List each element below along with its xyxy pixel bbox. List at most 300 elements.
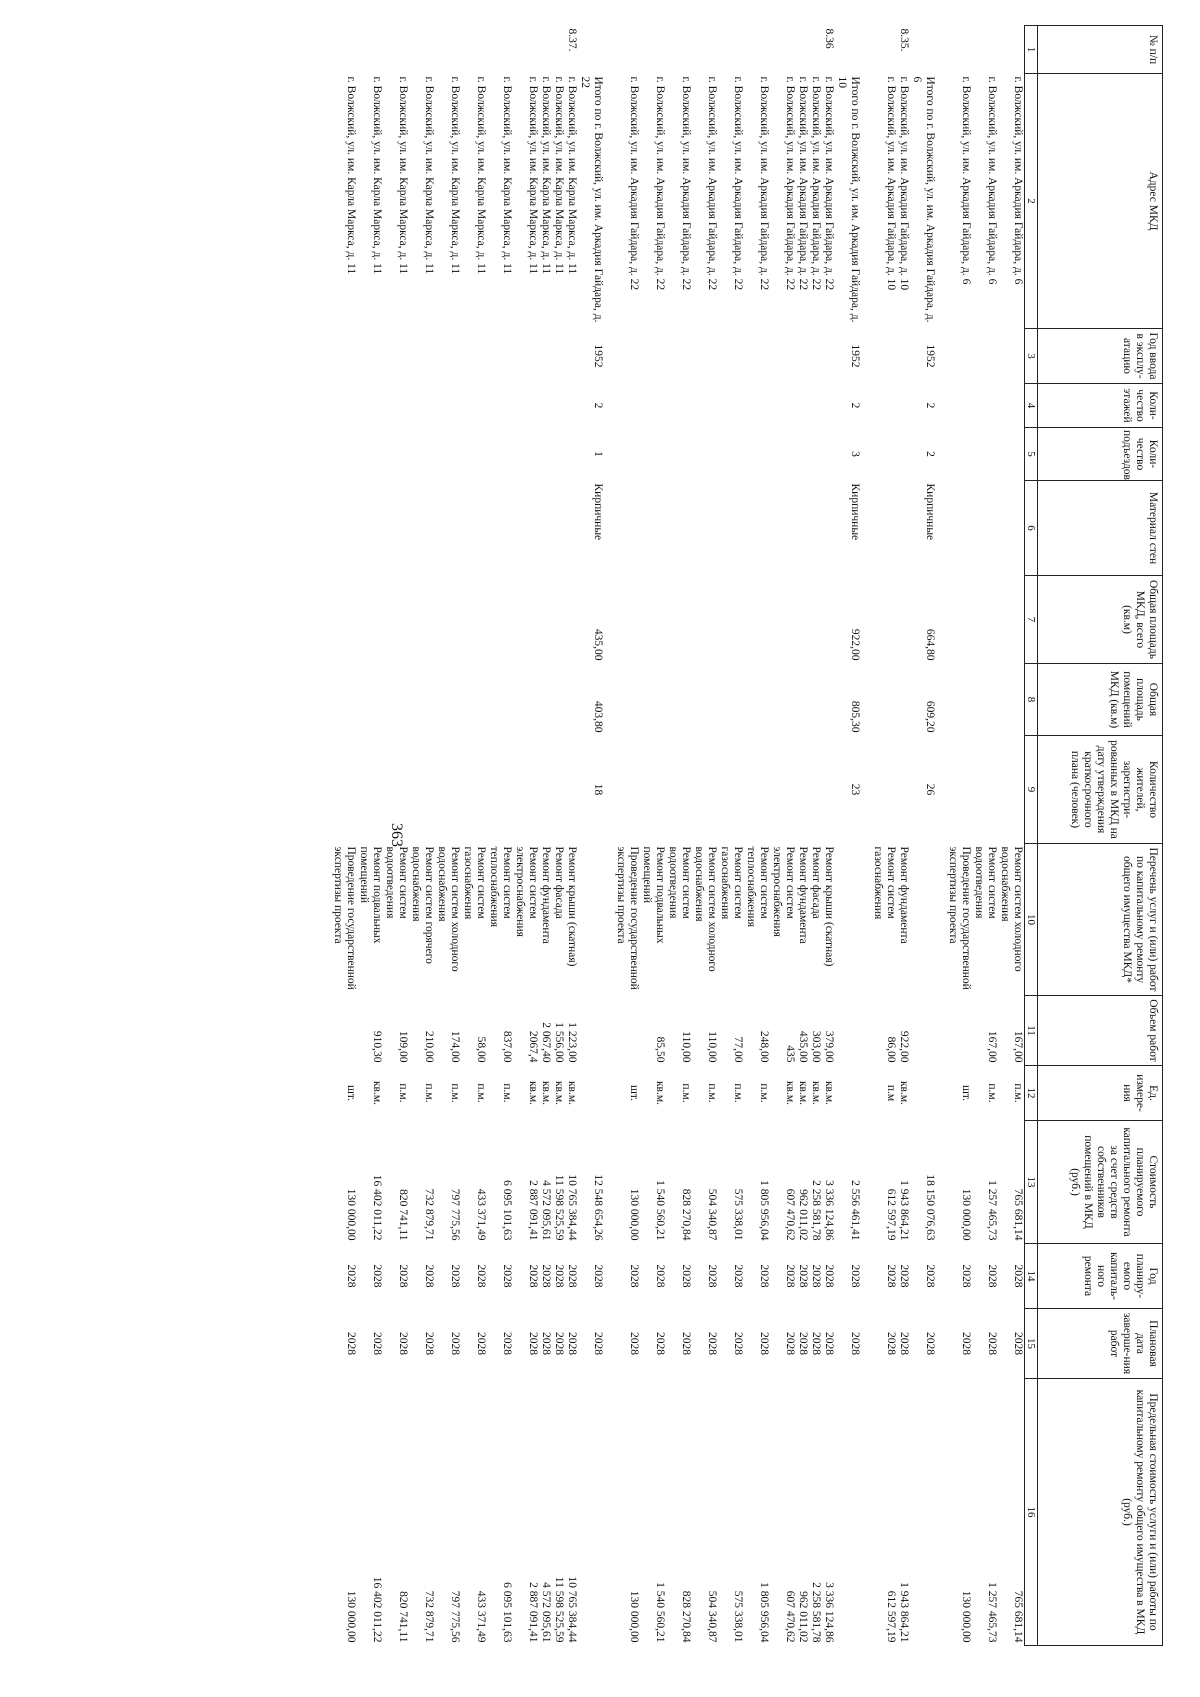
premises-area-cell bbox=[357, 664, 383, 736]
work-type-cell: Проведение государственной экспертизы проекта bbox=[332, 846, 357, 990]
entrances-cell: 1 bbox=[592, 451, 604, 457]
year-built-cell bbox=[614, 329, 640, 384]
cost-cell: 3 336 124,86 bbox=[823, 1180, 835, 1241]
premises-area-cell bbox=[565, 664, 578, 736]
total-area-cell bbox=[744, 576, 770, 664]
floors-cell bbox=[972, 384, 998, 428]
total-area-cell bbox=[614, 576, 640, 664]
volume-cell bbox=[910, 996, 946, 1066]
max-cost-cell: 10 765 384,44 bbox=[566, 1576, 578, 1643]
work-type-cell: Ремонт систем электроснабжения bbox=[514, 846, 539, 937]
premises-area-cell bbox=[718, 664, 744, 736]
total-area-cell bbox=[998, 576, 1025, 664]
residents-cell: 26 bbox=[924, 783, 936, 796]
address-cell: Итого по г. Волжский, ул. им. Аркадия Гайдара, д. 10 bbox=[836, 76, 861, 323]
work-type-cell: Ремонт систем холодного водоснабжения bbox=[999, 846, 1024, 972]
residents-cell bbox=[539, 736, 552, 844]
plan-year-cell: 2028 bbox=[706, 1264, 718, 1288]
work-type-cell: Ремонт систем теплоснабжения bbox=[488, 846, 513, 927]
year-built-cell bbox=[946, 329, 972, 384]
table-row bbox=[552, 26, 565, 1646]
residents-cell bbox=[513, 736, 539, 844]
plan-year-cell: 2028 bbox=[449, 1264, 461, 1288]
max-cost-cell: 1 943 864,21 bbox=[898, 1582, 910, 1643]
premises-area-cell: 403,80 bbox=[592, 700, 604, 733]
total-area-cell bbox=[946, 576, 972, 664]
residents-cell bbox=[770, 736, 796, 844]
column-number: 7 bbox=[1025, 576, 1038, 664]
unit-cell: кв.м. bbox=[784, 1080, 796, 1106]
plan-year-cell: 2028 bbox=[397, 1264, 409, 1288]
total-area-cell bbox=[552, 576, 565, 664]
column-header: Год планиру-емого капиталь-ного ремонта bbox=[1038, 1244, 1163, 1309]
column-number: 3 bbox=[1025, 329, 1038, 384]
floors-cell bbox=[998, 384, 1025, 428]
floors-cell bbox=[718, 384, 744, 428]
max-cost-cell: 1 257 465,73 bbox=[986, 1582, 998, 1643]
work-type-cell: Ремонт систем теплоснабжения bbox=[745, 846, 770, 927]
year-built-cell bbox=[539, 329, 552, 384]
volume-cell bbox=[578, 996, 614, 1066]
work-type-cell: Ремонт крыши (скатная) bbox=[566, 846, 578, 967]
max-cost-cell: 433 371,49 bbox=[475, 1590, 487, 1643]
unit-cell: п.м. bbox=[758, 1083, 770, 1103]
column-header: Материал стен bbox=[1038, 481, 1163, 576]
wall-material-cell bbox=[539, 481, 552, 576]
residents-cell bbox=[461, 736, 487, 844]
work-type-cell: Ремонт систем электроснабжения bbox=[771, 846, 796, 937]
max-cost-cell: 11 598 525,59 bbox=[553, 1576, 565, 1643]
row-number bbox=[946, 26, 972, 74]
work-type-cell: Ремонт систем газоснабжения bbox=[872, 846, 897, 920]
end-date-cell: 2028 bbox=[986, 1332, 998, 1355]
column-header: Предельная стоимость услуги и (или) работы по капитальному ремонту общего имущества в МКД (руб.) bbox=[1038, 1379, 1163, 1646]
plan-year-cell: 2028 bbox=[371, 1264, 383, 1288]
work-type-cell: Ремонт фундамента bbox=[898, 846, 910, 944]
total-row bbox=[835, 26, 871, 1646]
unit-cell: п.м. bbox=[986, 1083, 998, 1103]
floors-cell: 2 bbox=[924, 402, 936, 409]
row-number bbox=[718, 26, 744, 74]
premises-area-cell bbox=[331, 664, 357, 736]
address-cell: г. Волжский, ул. им. Аркадия Гайдара, д. 22 bbox=[797, 76, 809, 291]
wall-material-cell bbox=[809, 481, 822, 576]
residents-cell bbox=[822, 736, 835, 844]
address-cell: г. Волжский, ул. им. Аркадия Гайдара, д. 22 bbox=[628, 76, 640, 291]
residents-cell: 18 bbox=[592, 783, 604, 796]
floors-cell bbox=[487, 384, 513, 428]
unit-cell: кв.м. bbox=[527, 1080, 539, 1106]
row-number bbox=[614, 26, 640, 74]
unit-cell: п.м. bbox=[397, 1083, 409, 1103]
premises-area-cell bbox=[461, 664, 487, 736]
entrances-cell bbox=[744, 428, 770, 481]
end-date-cell: 2028 bbox=[592, 1332, 604, 1355]
entrances-cell bbox=[692, 428, 718, 481]
unit-cell: кв.м. bbox=[540, 1080, 552, 1106]
floors-cell bbox=[461, 384, 487, 428]
unit-cell: п.м. bbox=[449, 1083, 461, 1103]
end-date-cell: 2028 bbox=[397, 1332, 409, 1355]
unit-cell: кв.м. bbox=[654, 1080, 666, 1106]
unit-cell: кв.м. bbox=[797, 1080, 809, 1106]
wall-material-cell bbox=[692, 481, 718, 576]
entrances-cell bbox=[809, 428, 822, 481]
cost-cell: 1 943 864,21 bbox=[898, 1180, 910, 1241]
table-row bbox=[998, 26, 1025, 1646]
volume-cell: 2 067,40 bbox=[540, 1022, 552, 1063]
address-cell: г. Волжский, ул. им. Аркадия Гайдара, д. 22 bbox=[654, 76, 666, 291]
address-cell: г. Волжский, ул. им. Аркадия Гайдара, д. 22 bbox=[706, 76, 718, 291]
cost-cell: 2 258 581,78 bbox=[810, 1180, 822, 1241]
total-area-cell bbox=[513, 576, 539, 664]
plan-year-cell: 2028 bbox=[797, 1264, 809, 1288]
premises-area-cell: 805,30 bbox=[849, 700, 861, 733]
column-number: 2 bbox=[1025, 74, 1038, 329]
entrances-cell bbox=[871, 428, 897, 481]
year-built-cell bbox=[357, 329, 383, 384]
total-area-cell bbox=[357, 576, 383, 664]
cost-cell: 607 470,62 bbox=[784, 1188, 796, 1241]
volume-cell bbox=[614, 996, 640, 1066]
plan-year-cell: 2028 bbox=[680, 1264, 692, 1288]
max-cost-cell: 16 402 011,22 bbox=[371, 1576, 383, 1643]
table-row bbox=[770, 26, 796, 1646]
max-cost-cell bbox=[910, 1379, 946, 1646]
entrances-cell bbox=[770, 428, 796, 481]
entrances-cell bbox=[718, 428, 744, 481]
table-row bbox=[565, 26, 578, 1646]
work-type-cell: Ремонт подвальных помещений bbox=[358, 846, 383, 944]
max-cost-cell: 828 270,84 bbox=[680, 1590, 692, 1643]
cost-cell: 6 095 101,63 bbox=[501, 1180, 513, 1241]
premises-area-cell bbox=[972, 664, 998, 736]
end-date-cell: 2028 bbox=[797, 1332, 809, 1355]
entrances-cell: 3 bbox=[849, 451, 861, 457]
cost-cell: 732 879,71 bbox=[423, 1188, 435, 1241]
end-date-cell: 2028 bbox=[527, 1332, 539, 1355]
volume-cell: 85,50 bbox=[654, 1036, 666, 1063]
end-date-cell: 2028 bbox=[732, 1332, 744, 1355]
wall-material-cell bbox=[565, 481, 578, 576]
row-number bbox=[744, 26, 770, 74]
max-cost-cell: 2 258 581,78 bbox=[810, 1582, 822, 1643]
row-number bbox=[692, 26, 718, 74]
plan-year-cell: 2028 bbox=[924, 1264, 936, 1288]
max-cost-cell bbox=[835, 1379, 871, 1646]
plan-year-cell: 2028 bbox=[885, 1264, 897, 1288]
max-cost-cell: 130 000,00 bbox=[345, 1590, 357, 1643]
premises-area-cell bbox=[435, 664, 461, 736]
cost-cell: 575 338,01 bbox=[732, 1188, 744, 1241]
unit-cell: п.м bbox=[885, 1084, 897, 1102]
end-date-cell: 2028 bbox=[1012, 1332, 1024, 1355]
work-type-cell: Ремонт фундамента bbox=[797, 846, 809, 944]
unit-cell: п.м. bbox=[423, 1083, 435, 1103]
unit-cell: кв.м. bbox=[553, 1080, 565, 1106]
column-number: 1 bbox=[1025, 26, 1038, 74]
wall-material-cell bbox=[513, 481, 539, 576]
entrances-cell bbox=[539, 428, 552, 481]
entrances-cell bbox=[946, 428, 972, 481]
unit-cell bbox=[835, 1066, 871, 1121]
premises-area-cell bbox=[539, 664, 552, 736]
work-type-cell: Проведение государственной экспертизы проекта bbox=[615, 846, 640, 990]
residents-cell bbox=[946, 736, 972, 844]
year-built-cell bbox=[640, 329, 666, 384]
wall-material-cell bbox=[331, 481, 357, 576]
premises-area-cell bbox=[640, 664, 666, 736]
residents-cell bbox=[871, 736, 897, 844]
premises-area-cell bbox=[822, 664, 835, 736]
work-type-cell bbox=[835, 844, 871, 996]
row-number bbox=[409, 26, 435, 74]
total-area-cell bbox=[666, 576, 692, 664]
end-date-cell: 2028 bbox=[784, 1332, 796, 1355]
volume-cell: 1 556,00 bbox=[553, 1022, 565, 1063]
residents-cell bbox=[331, 736, 357, 844]
unit-cell: шт. bbox=[960, 1085, 972, 1101]
total-area-cell bbox=[409, 576, 435, 664]
premises-area-cell: 609,20 bbox=[924, 700, 936, 733]
year-built-cell bbox=[552, 329, 565, 384]
year-built-cell bbox=[461, 329, 487, 384]
residents-cell bbox=[796, 736, 809, 844]
floors-cell bbox=[409, 384, 435, 428]
entrances-cell bbox=[822, 428, 835, 481]
entrances-cell bbox=[614, 428, 640, 481]
table-row bbox=[539, 26, 552, 1646]
column-number: 9 bbox=[1025, 736, 1038, 844]
year-built-cell bbox=[565, 329, 578, 384]
unit-cell: п.м. bbox=[475, 1083, 487, 1103]
wall-material-cell bbox=[998, 481, 1025, 576]
table-row bbox=[461, 26, 487, 1646]
row-number bbox=[331, 26, 357, 74]
year-built-cell: 1952 bbox=[849, 344, 861, 368]
entrances-cell bbox=[897, 428, 910, 481]
column-header: Год ввода в эксплу-атацию bbox=[1038, 329, 1163, 384]
cost-cell: 765 681,14 bbox=[1012, 1188, 1024, 1241]
work-type-cell: Проведение государственной экспертизы проекта bbox=[947, 846, 972, 990]
premises-area-cell bbox=[998, 664, 1025, 736]
repair-plan-table bbox=[331, 25, 1163, 1646]
unit-cell: кв.м. bbox=[810, 1080, 822, 1106]
max-cost-cell: 797 775,56 bbox=[449, 1590, 461, 1643]
end-date-cell: 2028 bbox=[823, 1332, 835, 1355]
row-number bbox=[796, 26, 809, 74]
end-date-cell: 2028 bbox=[680, 1332, 692, 1355]
floors-cell bbox=[614, 384, 640, 428]
plan-year-cell: 2028 bbox=[732, 1264, 744, 1288]
end-date-cell: 2028 bbox=[475, 1332, 487, 1355]
max-cost-cell bbox=[578, 1379, 614, 1646]
entrances-cell bbox=[552, 428, 565, 481]
volume-cell: 86,00 bbox=[885, 1036, 897, 1063]
address-cell: г. Волжский, ул. им. Аркадия Гайдара, д. 22 bbox=[758, 76, 770, 291]
row-number bbox=[640, 26, 666, 74]
address-cell: г. Волжский, ул. им. Аркадия Гайдара, д. 6 bbox=[1012, 76, 1024, 285]
wall-material-cell bbox=[666, 481, 692, 576]
unit-cell: п.м. bbox=[501, 1083, 513, 1103]
entrances-cell bbox=[487, 428, 513, 481]
year-built-cell bbox=[744, 329, 770, 384]
floors-cell: 2 bbox=[849, 402, 861, 409]
floors-cell bbox=[822, 384, 835, 428]
column-number: 11 bbox=[1025, 996, 1038, 1066]
floors-cell bbox=[744, 384, 770, 428]
column-header: Стоимость планируемого капитального ремонта за счет средств собственников помещений в МКД (руб.) bbox=[1038, 1121, 1163, 1244]
entrances-cell bbox=[998, 428, 1025, 481]
entrances-cell bbox=[435, 428, 461, 481]
total-area-cell bbox=[796, 576, 809, 664]
cost-cell: 18 150 076,63 bbox=[924, 1174, 936, 1241]
cost-cell: 16 402 011,22 bbox=[371, 1174, 383, 1241]
table-row bbox=[666, 26, 692, 1646]
year-built-cell bbox=[871, 329, 897, 384]
residents-cell bbox=[552, 736, 565, 844]
volume-cell bbox=[835, 996, 871, 1066]
table-row bbox=[809, 26, 822, 1646]
unit-cell: п.м. bbox=[680, 1083, 692, 1103]
year-built-cell: 1952 bbox=[592, 344, 604, 368]
plan-year-cell: 2028 bbox=[566, 1264, 578, 1288]
total-row bbox=[910, 26, 946, 1646]
max-cost-cell: 820 741,11 bbox=[397, 1591, 409, 1643]
residents-cell bbox=[666, 736, 692, 844]
total-area-cell: 664,80 bbox=[924, 628, 936, 661]
table-row bbox=[692, 26, 718, 1646]
row-number bbox=[972, 26, 998, 74]
row-number: 8.36 bbox=[823, 28, 835, 49]
volume-cell: 1 223,00 bbox=[566, 1022, 578, 1063]
wall-material-cell bbox=[770, 481, 796, 576]
row-number bbox=[357, 26, 383, 74]
premises-area-cell bbox=[897, 664, 910, 736]
entrances-cell bbox=[796, 428, 809, 481]
floors-cell: 2 bbox=[592, 402, 604, 409]
column-number: 12 bbox=[1025, 1066, 1038, 1121]
volume-cell: 210,00 bbox=[423, 1030, 435, 1063]
work-type-cell: Ремонт систем горячего водоснабжения bbox=[410, 846, 435, 964]
table-row bbox=[513, 26, 539, 1646]
work-type-cell: Ремонт фундамента bbox=[540, 846, 552, 944]
wall-material-cell bbox=[718, 481, 744, 576]
cost-cell: 504 340,87 bbox=[706, 1188, 718, 1241]
floors-cell bbox=[552, 384, 565, 428]
wall-material-cell bbox=[461, 481, 487, 576]
address-cell: г. Волжский, ул. им. Аркадия Гайдара, д. 22 bbox=[784, 76, 796, 291]
work-type-cell bbox=[578, 844, 614, 996]
residents-cell bbox=[409, 736, 435, 844]
address-cell: г. Волжский, ул. им. Карла Маркса, д. 11 bbox=[345, 76, 357, 275]
premises-area-cell bbox=[666, 664, 692, 736]
row-number bbox=[998, 26, 1025, 74]
residents-cell bbox=[718, 736, 744, 844]
volume-cell: 77,00 bbox=[732, 1036, 744, 1063]
cost-cell: 12 548 654,26 bbox=[592, 1174, 604, 1241]
total-area-cell: 435,00 bbox=[592, 628, 604, 661]
residents-cell bbox=[897, 736, 910, 844]
max-cost-cell: 1 805 956,04 bbox=[758, 1582, 770, 1643]
end-date-cell: 2028 bbox=[345, 1332, 357, 1355]
unit-cell: п.м. bbox=[706, 1083, 718, 1103]
volume-cell: 58,00 bbox=[475, 1036, 487, 1063]
column-number: 8 bbox=[1025, 664, 1038, 736]
table-row bbox=[357, 26, 383, 1646]
floors-cell bbox=[946, 384, 972, 428]
wall-material-cell bbox=[972, 481, 998, 576]
floors-cell bbox=[770, 384, 796, 428]
cost-cell: 4 572 095,61 bbox=[540, 1180, 552, 1241]
year-built-cell bbox=[435, 329, 461, 384]
floors-cell bbox=[435, 384, 461, 428]
year-built-cell bbox=[770, 329, 796, 384]
entrances-cell bbox=[513, 428, 539, 481]
address-cell: г. Волжский, ул. им. Карла Маркса, д. 11 bbox=[527, 76, 539, 275]
row-number bbox=[910, 26, 946, 74]
address-cell: г. Волжский, ул. им. Аркадия Гайдара, д. 22 bbox=[810, 76, 822, 291]
max-cost-cell: 2 887 091,41 bbox=[527, 1582, 539, 1643]
address-cell: г. Волжский, ул. им. Аркадия Гайдара, д. 6 bbox=[986, 76, 998, 285]
column-number: 15 bbox=[1025, 1309, 1038, 1379]
premises-area-cell bbox=[770, 664, 796, 736]
premises-area-cell bbox=[487, 664, 513, 736]
unit-cell: п.м. bbox=[1012, 1083, 1024, 1103]
work-type-cell: Ремонт крыши (скатная) bbox=[823, 846, 835, 967]
end-date-cell: 2028 bbox=[501, 1332, 513, 1355]
column-header: Адрес МКД bbox=[1038, 74, 1163, 329]
residents-cell: 23 bbox=[849, 783, 861, 796]
address-cell: г. Волжский, ул. им. Карла Маркса, д. 11 bbox=[540, 76, 552, 275]
year-built-cell bbox=[822, 329, 835, 384]
unit-cell: кв.м. bbox=[898, 1080, 910, 1106]
premises-area-cell bbox=[692, 664, 718, 736]
total-row bbox=[578, 26, 614, 1646]
unit-cell bbox=[910, 1066, 946, 1121]
cost-cell: 130 000,00 bbox=[960, 1188, 972, 1241]
wall-material-cell: Кирпичные bbox=[592, 483, 604, 541]
address-cell: г. Волжский, ул. им. Аркадия Гайдара, д. 10 bbox=[898, 76, 910, 291]
max-cost-cell: 962 011,02 bbox=[797, 1591, 809, 1643]
work-type-cell: Ремонт систем холодного водоснабжения bbox=[436, 846, 461, 972]
volume-cell: 379,00 bbox=[823, 1030, 835, 1063]
plan-year-cell: 2028 bbox=[823, 1264, 835, 1288]
total-area-cell bbox=[565, 576, 578, 664]
column-header: Перечень услуг и (или) работ по капитальному ремонту общего имущества МКД* bbox=[1038, 844, 1163, 996]
total-area-cell bbox=[487, 576, 513, 664]
column-header: Объем работ bbox=[1038, 996, 1163, 1066]
year-built-cell bbox=[409, 329, 435, 384]
volume-cell: 248,00 bbox=[758, 1030, 770, 1063]
row-number bbox=[578, 26, 614, 74]
volume-cell: 435,00 bbox=[797, 1030, 809, 1063]
total-area-cell bbox=[809, 576, 822, 664]
volume-cell: 110,00 bbox=[680, 1031, 692, 1063]
plan-year-cell: 2028 bbox=[423, 1264, 435, 1288]
volume-cell: 922,00 bbox=[898, 1030, 910, 1063]
floors-cell bbox=[357, 384, 383, 428]
residents-cell bbox=[809, 736, 822, 844]
volume-cell: 167,00 bbox=[986, 1030, 998, 1063]
end-date-cell: 2028 bbox=[898, 1332, 910, 1355]
row-number bbox=[666, 26, 692, 74]
unit-cell bbox=[578, 1066, 614, 1121]
table-row bbox=[871, 26, 897, 1646]
plan-year-cell: 2028 bbox=[501, 1264, 513, 1288]
wall-material-cell bbox=[357, 481, 383, 576]
volume-cell: 174,00 bbox=[449, 1030, 461, 1063]
